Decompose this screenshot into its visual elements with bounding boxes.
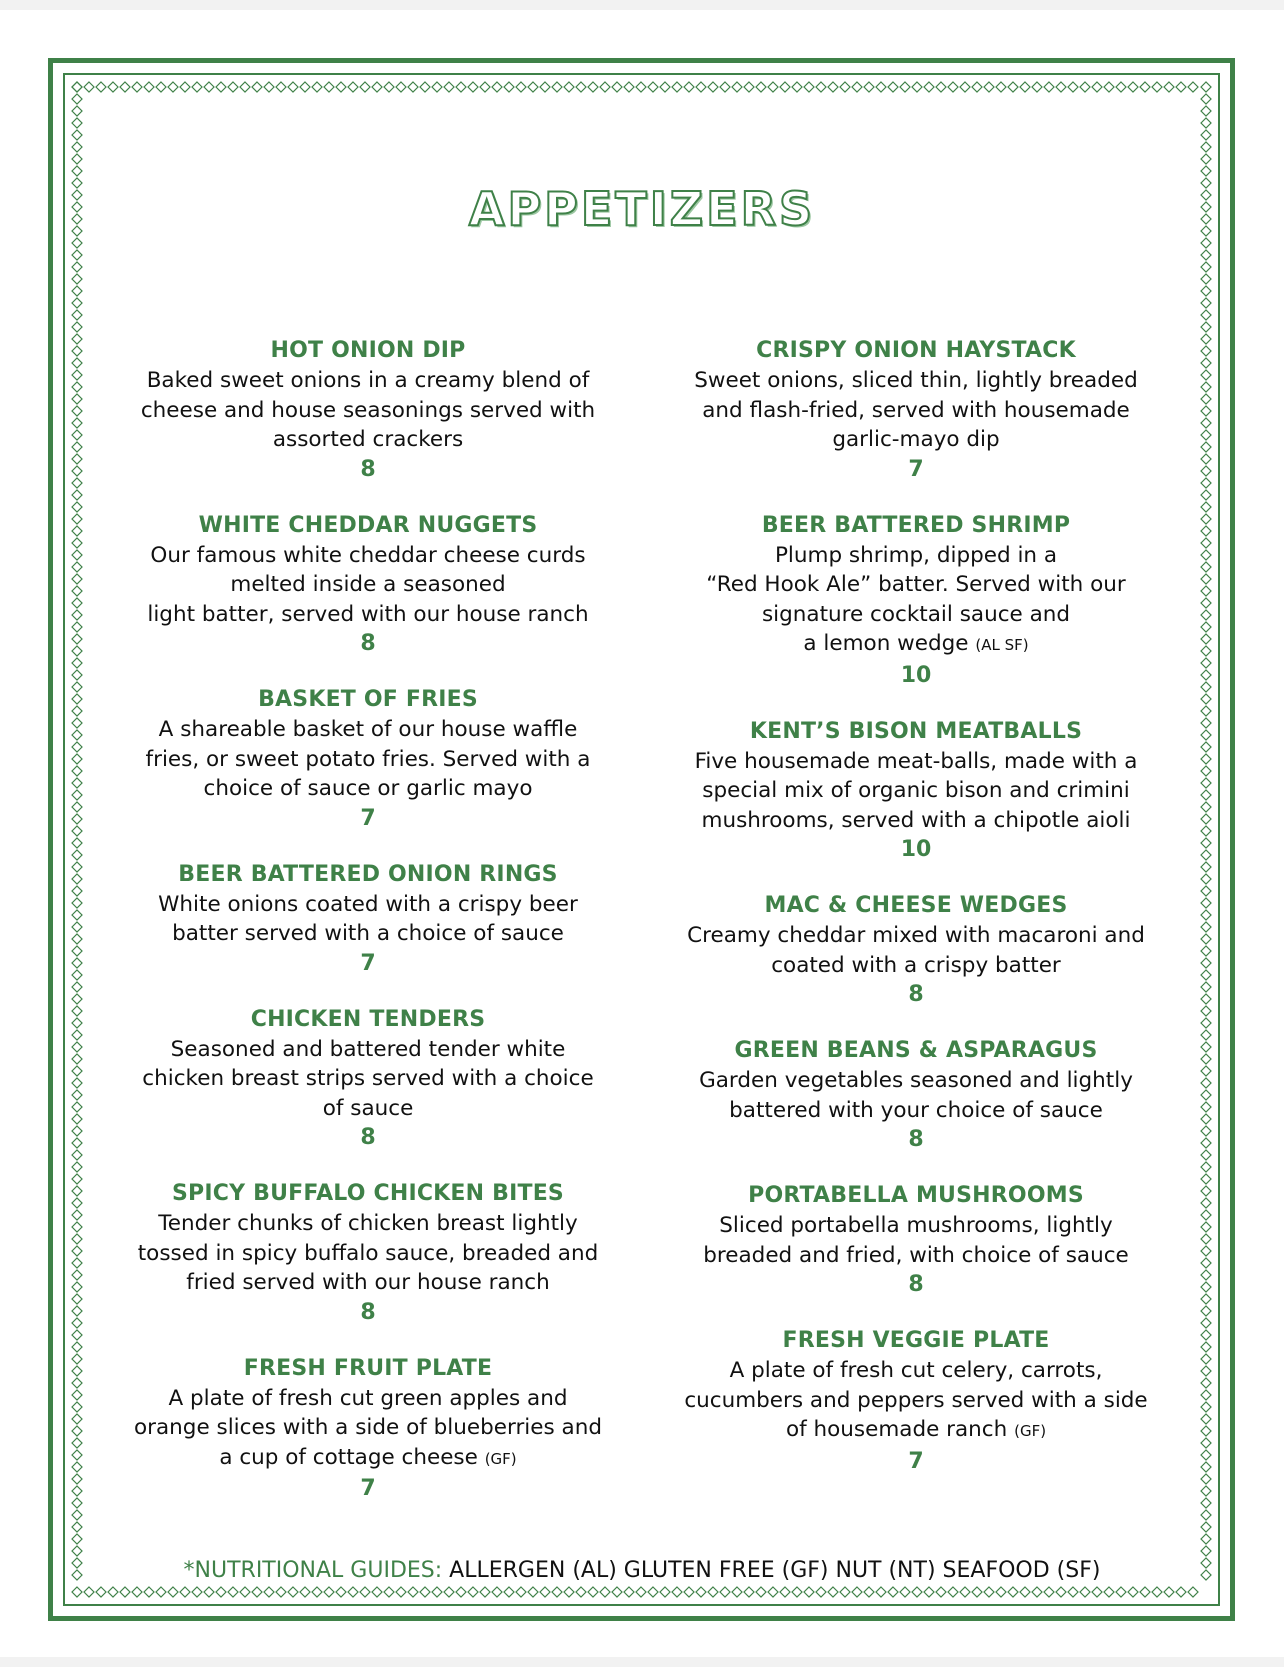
menu-item-name: KENT’S BISON MEATBALLS [749, 718, 1083, 744]
menu-item-description-line [656, 806, 1176, 836]
menu-item-description-text: of sauce [322, 1095, 414, 1121]
menu-item-description-line [108, 600, 628, 630]
menu-item [108, 511, 628, 659]
menu-item-description-text: Baked sweet onions in a creamy blend of [146, 368, 590, 393]
menu-item-description-text: fries, or sweet potato fries. Served with a [145, 746, 591, 772]
menu-item-description-line [656, 1356, 1176, 1386]
menu-item-description-text: melted inside a seasoned [230, 572, 506, 597]
menu-item-price: 7 [360, 1476, 376, 1501]
menu-item-description-text: breaded and fried, with choice of sauce [703, 1242, 1129, 1268]
menu-item-description [108, 541, 628, 630]
menu-item-price: 7 [908, 456, 924, 482]
page-title: APPETIZERS [468, 182, 816, 236]
decorative-chain-top [71, 81, 1202, 93]
menu-item-description [656, 1356, 1176, 1447]
menu-item-description-text: assorted crackers [272, 427, 464, 452]
menu-item-description-line [656, 600, 1176, 630]
menu-item [656, 1181, 1176, 1299]
menu-item-price: 8 [360, 456, 376, 482]
menu-item-description-text: a cup of cottage cheese [219, 1444, 478, 1470]
menu-item-price: 8 [360, 1299, 376, 1325]
menu-item-description-line [656, 425, 1176, 455]
decorative-chain-right [1200, 81, 1212, 1588]
menu-item-description-line [108, 396, 628, 426]
menu-item-name: MAC & CHEESE WEDGES [764, 893, 1068, 918]
menu-item [656, 1036, 1176, 1154]
menu-item-description-line [108, 1443, 628, 1475]
menu-item-description-text: Garden vegetables seasoned and lightly [699, 1068, 1133, 1093]
menu-item-price: 7 [360, 805, 376, 831]
nutritional-guide-label: *NUTRITIONAL GUIDES: [183, 1558, 443, 1583]
menu-item-description-text: chicken breast strips served with a choice [142, 1066, 594, 1091]
menu-item-description-line [108, 919, 628, 949]
menu-item-description-text: A shareable basket of our house waffle [158, 717, 578, 742]
menu-item-description-text: White onions coated with a crispy beer [158, 891, 578, 917]
menu-item-description-line [656, 1386, 1176, 1416]
menu-item-description-text: Plump shrimp, dipped in a [774, 542, 1058, 568]
menu-item-description-line [108, 1268, 628, 1298]
menu-item-description-line [108, 425, 628, 455]
menu-item-description [656, 366, 1176, 455]
menu-item-description-line [108, 366, 628, 396]
menu-item-description-line [656, 366, 1176, 396]
menu-item-name: GREEN BEANS & ASPARAGUS [734, 1038, 1098, 1063]
menu-item-description [656, 1066, 1176, 1125]
menu-item-description-text: of housemade ranch [785, 1417, 1008, 1442]
menu-column-left [108, 336, 628, 1503]
menu-item [108, 860, 628, 978]
menu-item-description [656, 921, 1176, 980]
menu-item [656, 891, 1176, 1009]
menu-item-description [108, 1209, 628, 1298]
menu-item-description-text: “Red Hook Ale” batter. Served with our [706, 572, 1126, 597]
menu-item-description-line [108, 1094, 628, 1124]
menu-item-description-text: special mix of organic bison and crimini [702, 778, 1130, 803]
menu-item-description-line [656, 776, 1176, 806]
menu-item-description-text: light batter, served with our house ranch [147, 601, 589, 627]
menu-item-description-line [656, 747, 1176, 777]
decorative-chain-left [71, 81, 83, 1588]
menu-item [108, 1005, 628, 1153]
menu-item-name: SPICY BUFFALO CHICKEN BITES [172, 1181, 564, 1206]
menu-item-description-text: and flash-fried, served with housemade [702, 397, 1130, 423]
nutritional-guide [0, 1560, 1284, 1582]
menu-item-description-text: cheese and house seasonings served with [140, 397, 596, 423]
menu-item-description [108, 366, 628, 455]
menu-item-description [108, 715, 628, 804]
menu-item-description [108, 1384, 628, 1475]
menu-item-name: BEER BATTERED ONION RINGS [178, 861, 558, 887]
menu-item-description-line [656, 541, 1176, 571]
menu-item [656, 717, 1176, 865]
menu-item-description-line [108, 1035, 628, 1065]
menu-item-name: WHITE CHEDDAR NUGGETS [198, 512, 538, 538]
menu-item-description-text: coated with a crispy batter [771, 952, 1061, 978]
menu-item-description-line [656, 1241, 1176, 1271]
menu-page [0, 10, 1284, 1657]
menu-item [108, 336, 628, 484]
menu-item-description-text: battered with your choice of sauce [729, 1097, 1103, 1123]
menu-item-description-line [108, 890, 628, 920]
menu-item-description-text: Creamy cheddar mixed with macaroni and [687, 923, 1145, 948]
menu-item-price: 8 [360, 1125, 376, 1150]
menu-item-description-line [108, 1384, 628, 1414]
menu-column-right [656, 336, 1176, 1476]
menu-item-description-text: batter served with a choice of sauce [172, 921, 564, 946]
menu-item-name: FRESH VEGGIE PLATE [782, 1328, 1050, 1353]
menu-item-description-line [108, 541, 628, 571]
menu-item-description-text: Seasoned and battered tender white [170, 1036, 566, 1062]
menu-item-description-text: Our famous white cheddar cheese curds [150, 542, 586, 568]
menu-item-description-text: fried served with our house ranch [186, 1270, 550, 1295]
menu-item-description-line [108, 715, 628, 745]
menu-item-description-line [108, 745, 628, 775]
menu-item-description [656, 541, 1176, 661]
menu-item-price: 8 [908, 1127, 924, 1152]
menu-item-price: 8 [360, 631, 376, 656]
menu-item-name: HOT ONION DIP [270, 338, 466, 363]
menu-item-description-line [108, 774, 628, 804]
menu-item-description-text: tossed in spicy buffalo sauce, breaded and [137, 1240, 599, 1266]
menu-item-description-text: garlic-mayo dip [832, 427, 1000, 452]
menu-item-name: CHICKEN TENDERS [250, 1006, 486, 1032]
menu-item [108, 1354, 628, 1504]
menu-item-description-line [656, 1096, 1176, 1126]
menu-item-description-text: A plate of fresh cut green apples and [168, 1385, 568, 1411]
menu-item-description [656, 747, 1176, 836]
menu-item-description-line [108, 1413, 628, 1443]
menu-item-diet-tag: (GF) [484, 1449, 517, 1468]
nutritional-guide-text: ALLERGEN (AL) GLUTEN FREE (GF) NUT (NT) SEAFOOD (SF) [449, 1558, 1101, 1583]
menu-item-description-line [656, 396, 1176, 426]
menu-item [656, 336, 1176, 484]
menu-item-price: 7 [908, 1448, 924, 1474]
menu-item-description-line [108, 1064, 628, 1094]
menu-item-description-line [656, 629, 1176, 661]
menu-item-description-line [656, 570, 1176, 600]
menu-item-name: CRISPY ONION HAYSTACK [756, 338, 1076, 363]
menu-item-description [656, 1211, 1176, 1270]
menu-item-description-text: Tender chunks of chicken breast lightly [158, 1211, 578, 1236]
menu-item-description-line [656, 951, 1176, 981]
menu-item-description-line [656, 1211, 1176, 1241]
menu-item-description-line [656, 1066, 1176, 1096]
menu-item-description-text: cucumbers and peppers served with a side [684, 1387, 1148, 1413]
menu-item-description-line [656, 921, 1176, 951]
menu-item-price: 8 [908, 982, 924, 1007]
menu-item-description-text: signature cocktail sauce and [761, 601, 1071, 627]
menu-item-description-text: mushrooms, served with a chipotle aioli [701, 807, 1131, 833]
menu-item-description-line [108, 1239, 628, 1269]
menu-item-description [108, 1035, 628, 1124]
menu-item-name: FRESH FRUIT PLATE [243, 1355, 493, 1381]
menu-item-description-text: choice of sauce or garlic mayo [203, 776, 533, 801]
menu-item-name: BEER BATTERED SHRIMP [761, 512, 1071, 538]
menu-item-name: PORTABELLA MUSHROOMS [748, 1183, 1084, 1208]
menu-item-description-line [108, 570, 628, 600]
menu-item-price: 10 [900, 662, 932, 688]
menu-item-price: 8 [908, 1272, 924, 1297]
menu-item-diet-tag: (AL SF) [975, 636, 1029, 654]
menu-item-description-text: Five housemade meat-balls, made with a [694, 748, 1138, 774]
decorative-chain-bottom [71, 1586, 1202, 1598]
menu-item [108, 685, 628, 833]
menu-item [656, 511, 1176, 690]
menu-item-description-text: Sweet onions, sliced thin, lightly breaded [694, 368, 1138, 393]
menu-item-description-text: A plate of fresh cut celery, carrots, [729, 1358, 1103, 1383]
menu-item-description-text: Sliced portabella mushrooms, lightly [719, 1213, 1113, 1238]
menu-item-description-line [656, 1415, 1176, 1447]
menu-item-description-line [108, 1209, 628, 1239]
menu-item-price: 10 [900, 837, 932, 862]
menu-item-diet-tag: (GF) [1014, 1422, 1047, 1440]
menu-item-price: 7 [360, 950, 376, 976]
menu-item [656, 1326, 1176, 1476]
menu-item [108, 1179, 628, 1327]
menu-item-description [108, 890, 628, 949]
menu-item-description-text: orange slices with a side of blueberries and [134, 1415, 602, 1440]
menu-item-description-text: a lemon wedge [803, 631, 969, 656]
menu-item-name: BASKET OF FRIES [258, 687, 478, 712]
